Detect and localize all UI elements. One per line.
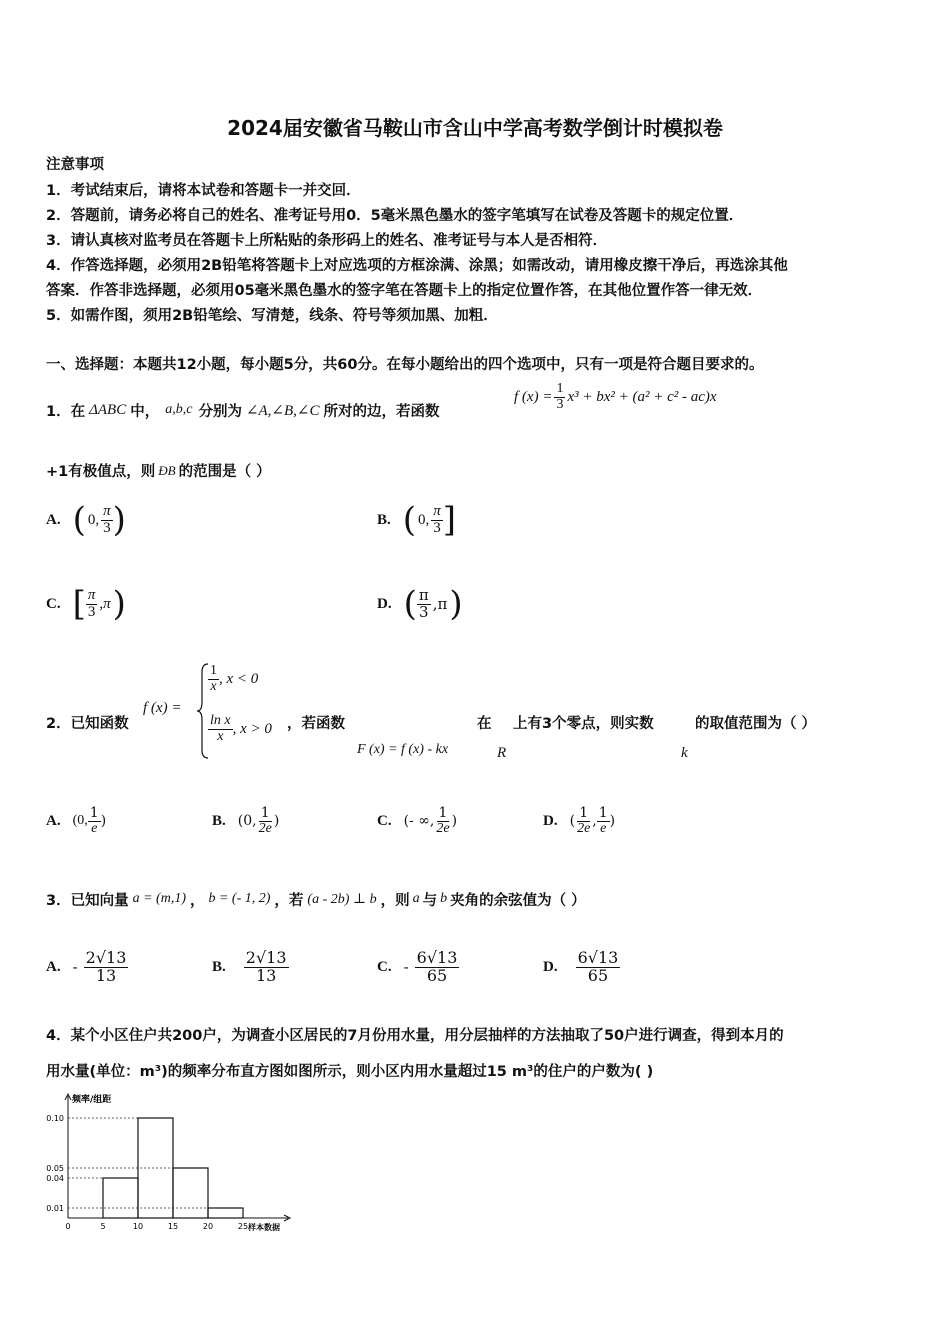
fraction: $\frac{2√13}{13}$ [245, 947, 287, 985]
section-heading: 一、选择题：本题共12小题，每小题5分，共60分。在每小题给出的四个选项中，只有一项是符合题目要求的。 [46, 357, 764, 373]
option-a[interactable]: A. ( 0, $\frac{\pi}{3}$ ) [46, 500, 126, 540]
fraction: $\frac{6√13}{65}$ [416, 947, 458, 985]
fraction: $\frac{1}{x}$ [210, 663, 217, 694]
histogram-bar [208, 1208, 243, 1218]
fraction: $\frac{1}{2e}$ [258, 804, 272, 836]
note-item: 4．作答选择题，必须用2B铅笔将答题卡上对应选项的方框涂满、涂黑；如需改动，请用橡皮擦干净后，再选涂其他 [46, 258, 788, 274]
option-b[interactable]: B. ( 0, $\frac{\pi}{3}$ ] [377, 500, 457, 540]
y-axis-label: 频率/组距 [72, 1095, 112, 1105]
note-item: 5．如需作图，须用2B铅笔绘、写清楚，线条、符号等须加黑、加粗． [46, 308, 498, 324]
q2-R: R [497, 745, 507, 761]
x-tick-label: 10 [132, 1222, 144, 1231]
option-c[interactable]: C. [ $\frac{\pi}{3}$ ,π ) [46, 584, 126, 624]
q2-f: f (x) = [143, 700, 182, 716]
fraction: $\frac{1}{2e}$ [577, 804, 591, 836]
q2-text: 的取值范围为（ ） [695, 716, 817, 732]
fraction: $\frac{\pi}{3}$ [103, 502, 111, 536]
fraction: $\frac{1}{2e}$ [436, 804, 450, 836]
question-4: 4．某个小区住户共200户，为调查小区居民的7月份用水量，用分层抽样的方法抽取了50户进行调查，得到本月的 [46, 1028, 784, 1044]
x-tick-label: 5 [100, 1222, 106, 1231]
histogram-bar [103, 1178, 138, 1218]
x-axis-label: 样本数据 [248, 1223, 280, 1232]
histogram-chart [40, 1090, 300, 1240]
y-tick-label: 0.01 [46, 1204, 64, 1213]
note-item: 1．考试结束后，请将本试卷和答题卡一并交回． [46, 183, 361, 199]
y-tick-label: 0.04 [46, 1174, 64, 1183]
question-3: 3．已知向量 a = (m,1) ， b = (- 1, 2) ，若 (a - 2b) ⊥ b ，则 a 与 b 夹角的余弦值为（ ） [46, 891, 586, 909]
option-b[interactable]: B. $\frac{2√13}{13}$ [212, 947, 287, 985]
option-d[interactable]: D. $\frac{6√13}{65}$ [543, 947, 619, 985]
fraction: $\frac{\pi}{3}$ [418, 585, 429, 621]
histogram-bar [173, 1168, 208, 1218]
option-d[interactable]: D. ( $\frac{\pi}{3}$ ,π ) [377, 584, 463, 624]
fraction: $\frac{6√13}{65}$ [577, 947, 619, 985]
question-1: 1．在 ΔABC 中， a,b,c 分别为 ∠A,∠B,∠C 所对的边，若函数 [46, 401, 440, 420]
fraction: $\frac{1}{3}$ [556, 381, 564, 412]
fraction: $\frac{2√13}{13}$ [85, 947, 127, 985]
fraction: $\frac{1}{e}$ [598, 804, 608, 836]
fraction: $\frac{1}{e}$ [89, 804, 99, 836]
option-c[interactable]: C. (- ∞, $\frac{1}{2e}$ ) [377, 804, 458, 836]
q2-text: 上有3个零点，则实数 [513, 716, 654, 732]
note-item: 答案．作答非选择题，必须用05毫米黑色墨水的签字笔在答题卡上的指定位置作答，在其他位置作答一律无效． [46, 283, 763, 299]
option-c[interactable]: C. - $\frac{6√13}{65}$ [377, 947, 458, 985]
y-tick-label: 0.05 [46, 1164, 64, 1173]
q1-function: f (x) = $\frac{1}{3}$ x³ + bx² + (a² + c² - ac)x [514, 381, 717, 412]
fraction: $\frac{\pi}{3}$ [87, 586, 96, 620]
q2-F: F (x) = f (x) - kx [357, 742, 449, 757]
note-item: 3．请认真核对监考员在答题卡上所粘贴的条形码上的姓名、准考证号与本人是否相符． [46, 233, 608, 249]
option-b[interactable]: B. (0, $\frac{1}{2e}$ ) [212, 804, 280, 836]
fraction: $\frac{\pi}{3}$ [433, 502, 441, 536]
x-tick-label: 0 [65, 1222, 71, 1231]
case-2: $\frac{\text{ln x}}{x}$ , x > 0 [210, 713, 272, 744]
question-2: 2．已知函数 [46, 716, 129, 732]
q2-text: 在 [477, 716, 492, 732]
x-tick-label: 20 [202, 1222, 214, 1231]
histogram-bar [138, 1118, 173, 1218]
fraction: $\frac{\text{ln x}}{x}$ [210, 713, 231, 744]
option-d[interactable]: D. ( $\frac{1}{2e}$ , $\frac{1}{e}$ ) [543, 804, 616, 836]
x-tick-label: 25 [237, 1222, 249, 1231]
option-a[interactable]: A. - $\frac{2√13}{13}$ [46, 947, 127, 985]
y-tick-label: 0.10 [46, 1114, 64, 1123]
question-4-line2: 用水量(单位：m³)的频率分布直方图如图所示，则小区内用水量超过15 m³的住户的户数为( ) [46, 1064, 654, 1080]
q2-k: k [681, 745, 688, 761]
option-a[interactable]: A. (0, $\frac{1}{e}$ ) [46, 804, 107, 836]
notes-heading: 注意事项 [46, 157, 104, 173]
q1-line2: +1有极值点，则 ÐB 的范围是（ ） [46, 462, 271, 480]
note-item: 2．答题前，请务必将自己的姓名、准考证号用0．5毫米黑色墨水的签字笔填写在试卷及答题卡的规定位置． [46, 208, 744, 224]
q2-text: ，若函数 [287, 716, 345, 732]
x-tick-label: 15 [167, 1222, 179, 1231]
page-title: 2024届安徽省马鞍山市含山中学高考数学倒计时模拟卷 [227, 116, 723, 140]
case-1: $\frac{1}{x}$ , x < 0 [210, 663, 259, 694]
